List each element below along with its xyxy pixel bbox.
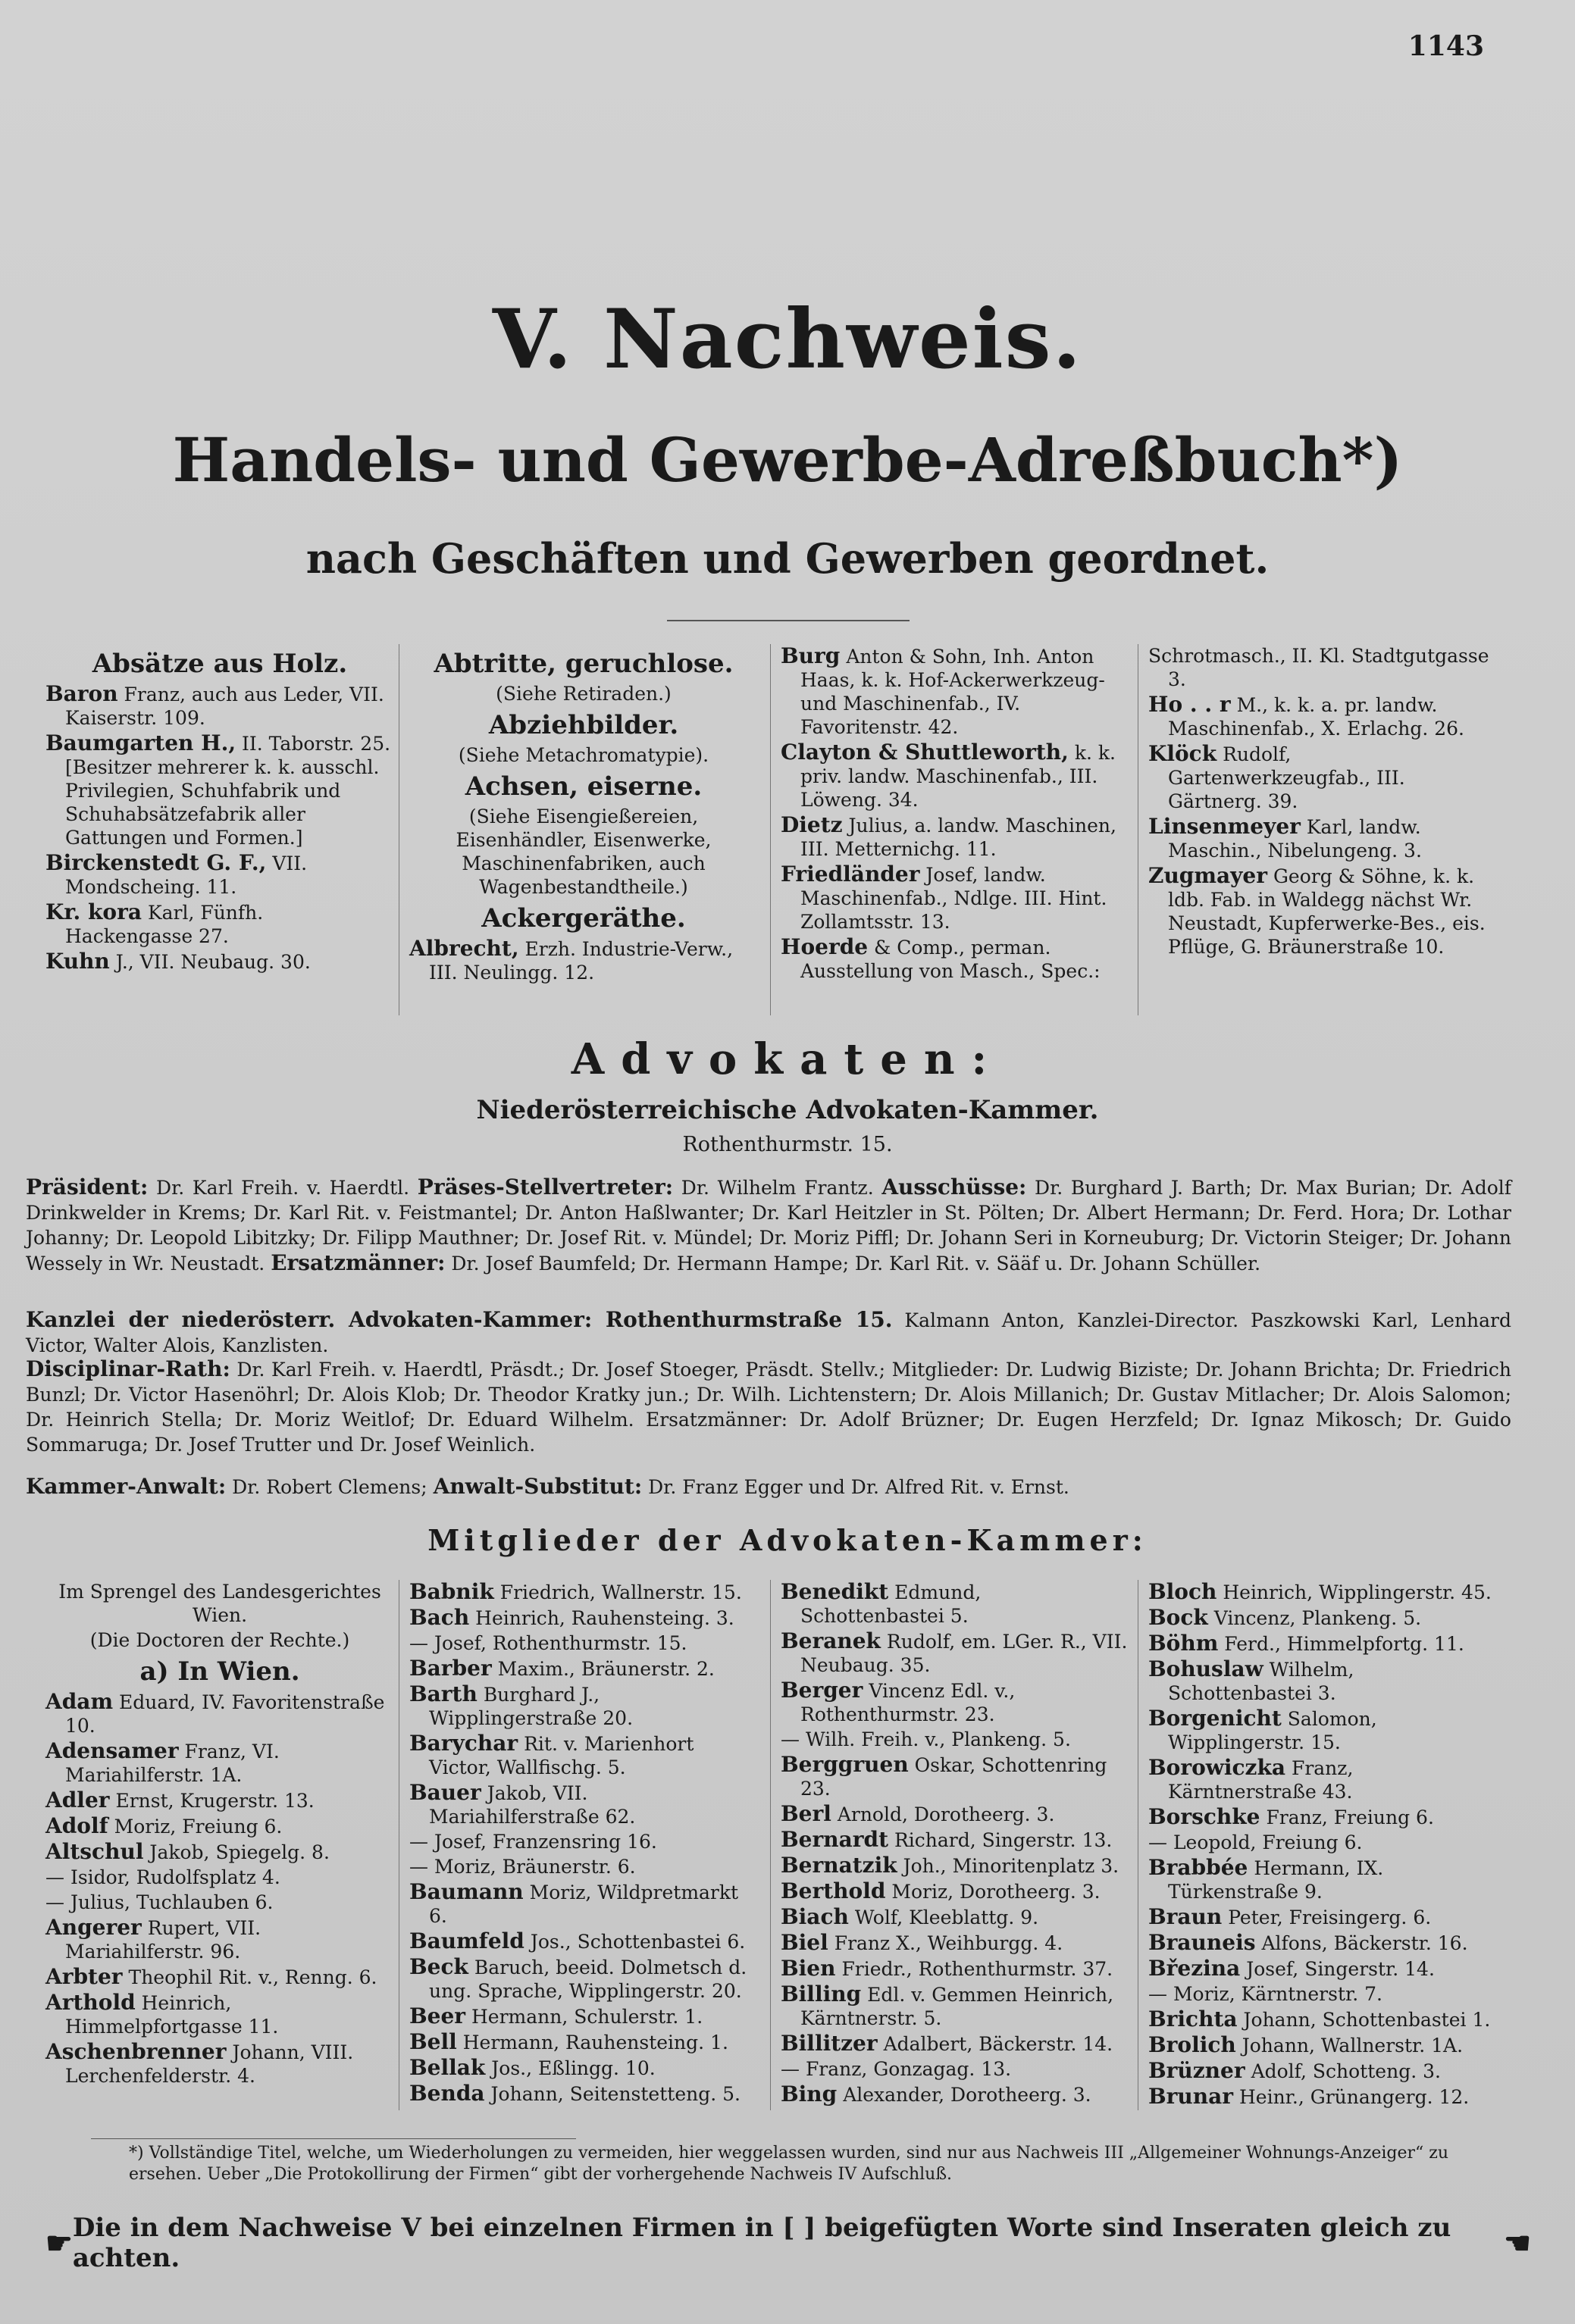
- list-item: Arthold Heinrich, Himmelpfortgasse 11.: [45, 1990, 279, 2038]
- entry-name: Borowiczka: [1148, 1755, 1286, 1780]
- section-title: V. Nachweis.: [492, 292, 1083, 387]
- list-item: Bernardt Richard, Singerstr. 13.: [781, 1827, 1113, 1852]
- list-item: Brichta Johann, Schottenbastei 1.: [1148, 2007, 1491, 2032]
- entry-name: Aschenbrenner: [45, 2039, 227, 2064]
- column-rule: [770, 1580, 771, 2110]
- list-item: — Moriz, Kärntnerstr. 7.: [1148, 1983, 1382, 2005]
- list-item: Ho . . r M., k. k. a. pr. landw. Maschinenfab., X. Erlachg. 26.: [1148, 692, 1464, 740]
- entry-name: Brolich: [1148, 2032, 1236, 2057]
- entry-name: Baron: [45, 681, 118, 706]
- list-item: Bock Vincenz, Plankeng. 5.: [1148, 1605, 1422, 1630]
- list-item: Braun Peter, Freisingerg. 6.: [1148, 1904, 1432, 1929]
- bottom-note: Die in dem Nachweise V bei einzelnen Firmen in [ ] beigefügten Worte sind Inseraten gleich zu achten.: [72, 2213, 1451, 2273]
- entry-name: Bernatzik: [781, 1853, 897, 1878]
- entry-name: Arthold: [45, 1990, 136, 2015]
- list-item: Schrotmasch., II. Kl. Stadtgutgasse 3.: [1148, 645, 1489, 690]
- list-item: Kr. kora Karl, Fünfh. Hackengasse 27.: [45, 899, 264, 947]
- list-item: Brauneis Alfons, Bäckerstr. 16.: [1148, 1930, 1468, 1955]
- entry-name: Billing: [781, 1981, 862, 2007]
- advokaten-paragraph: Präsident: Dr. Karl Freih. v. Haerdtl. Präses-Stellvertreter: Dr. Wilhelm Frantz. Ausschüsse: Dr. Burghard J. Barth; Dr. Max Burian; Dr. Adolf Drinkwelder in Krems; Dr. Karl Rit. v. Feistmantel; Dr. Anton Haßlwanter; Dr. Karl Heitzler in St. Pölten; Dr. Albert Hermann; Dr. Ferd. Hora; Dr. Lothar Johanny; Dr. Leopold Libitzky; Dr. Filipp Mauthner; Dr. Josef Rit. v. Mündel; Dr. Moriz Piffl; Dr. Johann Seri in Korneuburg; Dr. Victorin Steiger; Dr. Johann Wessely in Wr. Neustadt. Ersatzmänner: Dr. Josef Baumfeld; Dr. Hermann Hampe; Dr. Karl Rit. v. Sääf u. Dr. Johann Schüller.: [26, 1175, 1511, 1275]
- list-item: Baron Franz, auch aus Leder, VII. Kaiserstr. 109.: [45, 681, 384, 729]
- list-item: Angerer Rupert, VII. Mariahilferstr. 96.: [45, 1915, 261, 1963]
- list-item: — Franz, Gonzagag. 13.: [781, 2058, 1012, 2080]
- column-heading: Abtritte, geruchlose.: [434, 649, 734, 679]
- entry-name: Burg: [781, 643, 841, 668]
- list-item: Březina Josef, Singerstr. 14.: [1148, 1956, 1435, 1981]
- entry-name: Berggruen: [781, 1752, 909, 1777]
- column-2: [409, 1580, 758, 2107]
- list-item: Borowiczka Franz, Kärntnerstraße 43.: [1148, 1755, 1354, 1803]
- list-item: Albrecht, Erzh. Industrie-Verw., III. Neulingg. 12.: [409, 936, 734, 984]
- list-item: Arbter Theophil Rit. v., Renng. 6.: [45, 1964, 377, 1989]
- label: Ausschüsse:: [881, 1175, 1027, 1200]
- list-item: Beranek Rudolf, em. LGer. R., VII. Neubaug. 35.: [781, 1628, 1128, 1676]
- list-item: — Josef, Franzensring 16.: [409, 1831, 657, 1853]
- advokaten-paragraph: Kammer-Anwalt: Dr. Robert Clemens; Anwalt-Substitut: Dr. Franz Egger und Dr. Alfred Rit. v. Ernst.: [26, 1474, 1069, 1499]
- entry-name: Beck: [409, 1954, 468, 1979]
- column-1: [45, 644, 394, 975]
- list-item: Borgenicht Salomon, Wipplingerstr. 15.: [1148, 1706, 1377, 1753]
- list-item: Böhm Ferd., Himmelpfortg. 11.: [1148, 1631, 1464, 1656]
- list-item: Baumgarten H., II. Taborstr. 25. [Besitzer mehrerer k. k. ausschl. Privilegien, Schuhfabrik und Schuhabsätzefabrik aller Gattungen und Formen.]: [45, 730, 391, 849]
- list-item: Bell Hermann, Rauhensteing. 1.: [409, 2029, 728, 2054]
- column-heading: Absätze aus Holz.: [92, 649, 348, 679]
- list-item: Berggruen Oskar, Schottenring 23.: [781, 1752, 1107, 1800]
- column-heading: Ackergeräthe.: [481, 903, 686, 934]
- entry-name: Biach: [781, 1904, 849, 1929]
- list-item: Friedländer Josef, landw. Maschinenfab., Ndlge. III. Hint. Zollamtsstr. 13.: [781, 862, 1107, 933]
- entry-name: Baumgarten H.,: [45, 730, 236, 755]
- bottom-note-row: [45, 2213, 1531, 2273]
- list-item: Bloch Heinrich, Wipplingerstr. 45.: [1148, 1579, 1492, 1604]
- entry-name: Bernardt: [781, 1827, 888, 1852]
- section-subtitle-2: nach Geschäften und Gewerben geordnet.: [305, 534, 1270, 583]
- entry-name: Barth: [409, 1681, 478, 1706]
- entry-name: Beer: [409, 2003, 466, 2028]
- entry-name: Bohuslaw: [1148, 1656, 1263, 1681]
- entry-name: Bauer: [409, 1780, 481, 1805]
- entry-name: Bell: [409, 2029, 457, 2054]
- footnote-rule: [91, 2138, 576, 2139]
- list-item: Billing Edl. v. Gemmen Heinrich, Kärntnerstr. 5.: [781, 1981, 1114, 2029]
- entry-name: Adler: [45, 1788, 110, 1813]
- list-item: Berger Vincenz Edl. v., Rothenthurmstr. 23.: [781, 1678, 1016, 1725]
- list-item: — Josef, Rothenthurmstr. 15.: [409, 1632, 687, 1654]
- list-item: Babnik Friedrich, Wallnerstr. 15.: [409, 1579, 742, 1604]
- label: Präsident:: [26, 1175, 149, 1200]
- list-item: — Julius, Tuchlauben 6.: [45, 1891, 274, 1913]
- list-item: Barychar Rit. v. Marienhort Victor, Wallfischg. 5.: [409, 1731, 694, 1778]
- entry-name: Hoerde: [781, 934, 869, 959]
- entry-name: Adam: [45, 1689, 114, 1714]
- list-item: Baumfeld Jos., Schottenbastei 6.: [409, 1928, 746, 1953]
- entry-name: Klöck: [1148, 741, 1217, 766]
- page-number: 1143: [1407, 30, 1484, 62]
- entry-name: Březina: [1148, 1956, 1241, 1981]
- list-item: Brunar Heinr., Grünangerg. 12.: [1148, 2084, 1470, 2109]
- entry-name: Brabbée: [1148, 1855, 1248, 1880]
- entry-name: Berl: [781, 1801, 831, 1826]
- label: Ersatzmänner:: [271, 1250, 446, 1275]
- entry-name: Bien: [781, 1956, 836, 1981]
- list-item: Zugmayer Georg & Söhne, k. k. ldb. Fab. in Waldegg nächst Wr. Neustadt, Kupferwerke-Bes., eis. Pflüge, G. Bräunerstraße 10.: [1148, 863, 1486, 958]
- column-note: (Siehe Eisengießereien, Eisenhändler, Eisenwerke, Maschinenfabriken, auch Wagenbestandtheile.): [456, 805, 712, 898]
- list-item: Bauer Jakob, VII. Mariahilferstraße 62.: [409, 1780, 636, 1828]
- entry-name: Borgenicht: [1148, 1706, 1282, 1731]
- column-note: (Die Doctoren der Rechte.): [89, 1629, 350, 1651]
- column-note: (Siehe Metachromatypie).: [458, 744, 709, 766]
- entry-name: Birckenstedt G. F.,: [45, 850, 267, 875]
- list-item: Bernatzik Joh., Minoritenplatz 3.: [781, 1853, 1119, 1878]
- column-heading: Abziehbilder.: [488, 710, 679, 740]
- list-item: Bach Heinrich, Rauhensteing. 3.: [409, 1605, 734, 1630]
- entry-name: Zugmayer: [1148, 863, 1267, 888]
- list-item: Billitzer Adalbert, Bäckerstr. 14.: [781, 2031, 1113, 2056]
- entry-name: Brüzner: [1148, 2058, 1245, 2083]
- list-item: Linsenmeyer Karl, landw. Maschin., Nibelungeng. 3.: [1148, 814, 1422, 862]
- list-item: Bing Alexander, Dorotheerg. 3.: [781, 2082, 1091, 2107]
- entry-name: Angerer: [45, 1915, 142, 1940]
- list-item: Clayton & Shuttleworth, k. k. priv. landw. Maschinenfab., III. Löweng. 34.: [781, 740, 1116, 811]
- entry-name: Brunar: [1148, 2084, 1234, 2109]
- entry-name: Ho . . r: [1148, 692, 1231, 717]
- entry-name: Barber: [409, 1656, 492, 1681]
- list-item: Beck Baruch, beeid. Dolmetsch d. ung. Sprache, Wipplingerstr. 20.: [409, 1954, 747, 2002]
- entry-name: Linsenmeyer: [1148, 814, 1301, 839]
- list-item: Bellak Jos., Eßlingg. 10.: [409, 2055, 656, 2080]
- column-note: (Siehe Retiraden.): [496, 683, 672, 705]
- entry-name: Kr. kora: [45, 899, 142, 924]
- list-item: Klöck Rudolf, Gartenwerkzeugfab., III. Gärtnerg. 39.: [1148, 741, 1405, 812]
- mitglieder-title: Mitglieder der Advokaten-Kammer:: [427, 1523, 1148, 1557]
- list-item: Barth Burghard J., Wipplingerstraße 20.: [409, 1681, 634, 1729]
- column-3: [781, 644, 1129, 984]
- pointing-hand-icon: ☛: [45, 2225, 73, 2261]
- entry-name: Böhm: [1148, 1631, 1219, 1656]
- list-item: Adler Ernst, Krugerstr. 13.: [45, 1788, 315, 1813]
- entry-name: Biel: [781, 1930, 828, 1955]
- entry-name: Albrecht,: [409, 936, 519, 961]
- column-1: [45, 1580, 394, 2089]
- list-item: — Moriz, Bräunerstr. 6.: [409, 1856, 636, 1878]
- label: Kammer-Anwalt:: [26, 1474, 227, 1499]
- column-4: [1148, 1580, 1497, 2110]
- entry-name: Benda: [409, 2081, 485, 2106]
- column-note: Im Sprengel des Landesgerichtes Wien.: [58, 1581, 381, 1626]
- list-item: Hoerde & Comp., perman. Ausstellung von Masch., Spec.:: [781, 934, 1101, 982]
- entry-name: Brichta: [1148, 2007, 1238, 2032]
- advokaten-paragraph: Disciplinar-Rath: Dr. Karl Freih. v. Haerdtl, Präsdt.; Dr. Josef Stoeger, Präsdt. Stellv.; Mitglieder: Dr. Ludwig Biziste; Dr. Johann Brichta; Dr. Friedrich Bunzl; Dr. Victor Hasenöhrl; Dr. Alois Klob; Dr. Theodor Kratky jun.; Dr. Wilh. Lichtenstern; Dr. Alois Millanich; Dr. Gustav Mitlacher; Dr. Alois Salomon; Dr. Heinrich Stella; Dr. Moriz Weitlof; Dr. Eduard Wilhelm. Ersatzmänner: Dr. Adolf Brüzner; Dr. Eugen Herzfeld; Dr. Ignaz Mikosch; Dr. Guido Sommaruga; Dr. Josef Trutter und Dr. Josef Weinlich.: [26, 1356, 1511, 1456]
- entry-name: Adensamer: [45, 1738, 179, 1763]
- footnote: *) Vollständige Titel, welche, um Wiederholungen zu vermeiden, hier weggelassen wurden, sind nur aus Nachweis III „Allgemeiner Wohnungs-Anzeiger“ zu ersehen. Ueber „Die Protokollirung der Firmen“ gibt der vorhergehende Nachweis IV Aufschluß.: [129, 2144, 1449, 2184]
- entry-name: Barychar: [409, 1731, 518, 1756]
- list-item: Bien Friedr., Rothenthurmstr. 37.: [781, 1956, 1113, 1981]
- column-rule: [770, 644, 771, 1015]
- entry-name: Arbter: [45, 1964, 123, 1989]
- list-item: Birckenstedt G. F., VII. Mondscheing. 11.: [45, 850, 308, 898]
- entry-name: Billitzer: [781, 2031, 878, 2056]
- list-item: Aschenbrenner Johann, VIII. Lerchenfelderstr. 4.: [45, 2039, 354, 2087]
- column-4: [1148, 644, 1497, 960]
- entry-name: Baumann: [409, 1879, 524, 1904]
- entry-name: Kuhn: [45, 949, 110, 974]
- entry-name: Beranek: [781, 1628, 881, 1653]
- entry-name: Friedländer: [781, 862, 920, 887]
- list-item: Burg Anton & Sohn, Inh. Anton Haas, k. k. Hof-Ackerwerkzeug- und Maschinenfab., IV. Favoritenstr. 42.: [781, 643, 1105, 738]
- list-item: Borschke Franz, Freiung 6.: [1148, 1804, 1434, 1829]
- list-item: Adam Eduard, IV. Favoritenstraße 10.: [45, 1689, 385, 1737]
- entry-name: Adolf: [45, 1813, 108, 1838]
- entry-name: Dietz: [781, 812, 843, 837]
- column-3: [781, 1580, 1129, 2108]
- entry-name: Braun: [1148, 1904, 1223, 1929]
- entry-name: Brauneis: [1148, 1930, 1256, 1955]
- entry-name: Berthold: [781, 1878, 886, 1903]
- entry-name: Berger: [781, 1678, 863, 1703]
- list-item: Bohuslaw Wilhelm, Schottenbastei 3.: [1148, 1656, 1354, 1704]
- list-item: — Leopold, Freiung 6.: [1148, 1831, 1363, 1853]
- entry-name: Borschke: [1148, 1804, 1260, 1829]
- list-item: Adensamer Franz, VI. Mariahilferstr. 1A.: [45, 1738, 280, 1786]
- entry-name: Bellak: [409, 2055, 486, 2080]
- list-item: Baumann Moriz, Wildpretmarkt 6.: [409, 1879, 739, 1927]
- section-subtitle: Handels- und Gewerbe-Adreßbuch*): [172, 424, 1403, 496]
- entry-name: Bach: [409, 1605, 470, 1630]
- column-2: [409, 644, 758, 986]
- label: Disciplinar-Rath:: [26, 1356, 230, 1381]
- label: Präses-Stellvertreter:: [417, 1175, 674, 1200]
- list-item: Brolich Johann, Wallnerstr. 1A.: [1148, 2032, 1464, 2057]
- list-item: — Isidor, Rudolfsplatz 4.: [45, 1866, 280, 1888]
- advokaten-paragraph: Kanzlei der niederösterr. Advokaten-Kammer: Rothenthurmstraße 15. Kalmann Anton, Kanzlei-Director. Paszkowski Karl, Lenhard Victor, Walter Alois, Kanzlisten.: [26, 1307, 1512, 1356]
- entry-name: Bock: [1148, 1605, 1208, 1630]
- list-item: Berthold Moriz, Dorotheerg. 3.: [781, 1878, 1101, 1903]
- list-item: Beer Hermann, Schulerstr. 1.: [409, 2003, 703, 2028]
- list-item: Benedikt Edmund, Schottenbastei 5.: [781, 1579, 982, 1627]
- column-heading: Achsen, eiserne.: [465, 771, 703, 802]
- list-item: Berl Arnold, Dorotheerg. 3.: [781, 1801, 1055, 1826]
- pointing-hand-icon: ☚: [1504, 2225, 1531, 2261]
- entry-name: Benedikt: [781, 1579, 889, 1604]
- entry-name: Baumfeld: [409, 1928, 524, 1953]
- entry-name: Babnik: [409, 1579, 494, 1604]
- list-item: Brabbée Hermann, IX. Türkenstraße 9.: [1148, 1855, 1384, 1903]
- list-item: Biel Franz X., Weihburgg. 4.: [781, 1930, 1063, 1955]
- kammer-title: Niederösterreichische Advokaten-Kammer.: [476, 1095, 1099, 1125]
- entry-name: Bing: [781, 2082, 838, 2107]
- advokaten-title: Advokaten:: [571, 1034, 1004, 1084]
- entry-name: Clayton & Shuttleworth,: [781, 740, 1069, 765]
- list-item: Biach Wolf, Kleeblattg. 9.: [781, 1904, 1039, 1929]
- label: Kanzlei der niederösterr. Advokaten-Kammer: Rothenthurmstraße 15.: [26, 1307, 893, 1332]
- list-item: Kuhn J., VII. Neubaug. 30.: [45, 949, 311, 974]
- list-item: Dietz Julius, a. landw. Maschinen, III. Metternichg. 11.: [781, 812, 1116, 860]
- label: Anwalt-Substitut:: [433, 1474, 643, 1499]
- entry-name: Altschul: [45, 1839, 144, 1864]
- kammer-address: Rothenthurmstr. 15.: [682, 1133, 893, 1156]
- list-item: Brüzner Adolf, Schotteng. 3.: [1148, 2058, 1441, 2083]
- column-heading: a) In Wien.: [139, 1656, 300, 1687]
- list-item: Barber Maxim., Bräunerstr. 2.: [409, 1656, 715, 1681]
- entry-name: Bloch: [1148, 1579, 1217, 1604]
- divider: [667, 620, 910, 621]
- list-item: — Wilh. Freih. v., Plankeng. 5.: [781, 1728, 1071, 1750]
- list-item: Adolf Moriz, Freiung 6.: [45, 1813, 283, 1838]
- list-item: Altschul Jakob, Spiegelg. 8.: [45, 1839, 330, 1864]
- list-item: Benda Johann, Seitenstetteng. 5.: [409, 2081, 741, 2106]
